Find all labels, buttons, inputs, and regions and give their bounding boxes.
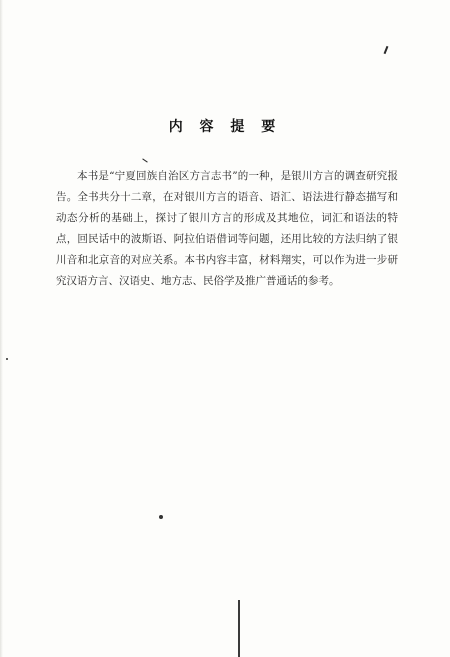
- abstract-paragraph: 本书是“宁夏回族自治区方言志书”的一种，是银川方言的调查研究报告。全书共分十二章，在对银川方言的语音、语汇、语法进行静态描写和动态分析的基础上，探讨了银川方言的形成及其地位，词汇和语法的特点，回民话中的波斯语、阿拉伯语借词等问题，还用比较的方法归纳了银川音和北京音的对应关系。本书内容丰富，材料翔实，可以作为进一步研究汉语方言、汉语史、地方志、民俗学及推广普通话的参考。: [56, 170, 398, 287]
- ink-dot: [159, 515, 163, 519]
- ink-mark: [142, 158, 147, 162]
- ink-mark: [384, 46, 389, 54]
- page-title: 内 容 提 要: [168, 119, 282, 135]
- scan-edge-shadow: [0, 0, 3, 657]
- abstract-body: [56, 166, 398, 292]
- binding-line: [238, 600, 240, 657]
- ink-speck: [6, 358, 8, 360]
